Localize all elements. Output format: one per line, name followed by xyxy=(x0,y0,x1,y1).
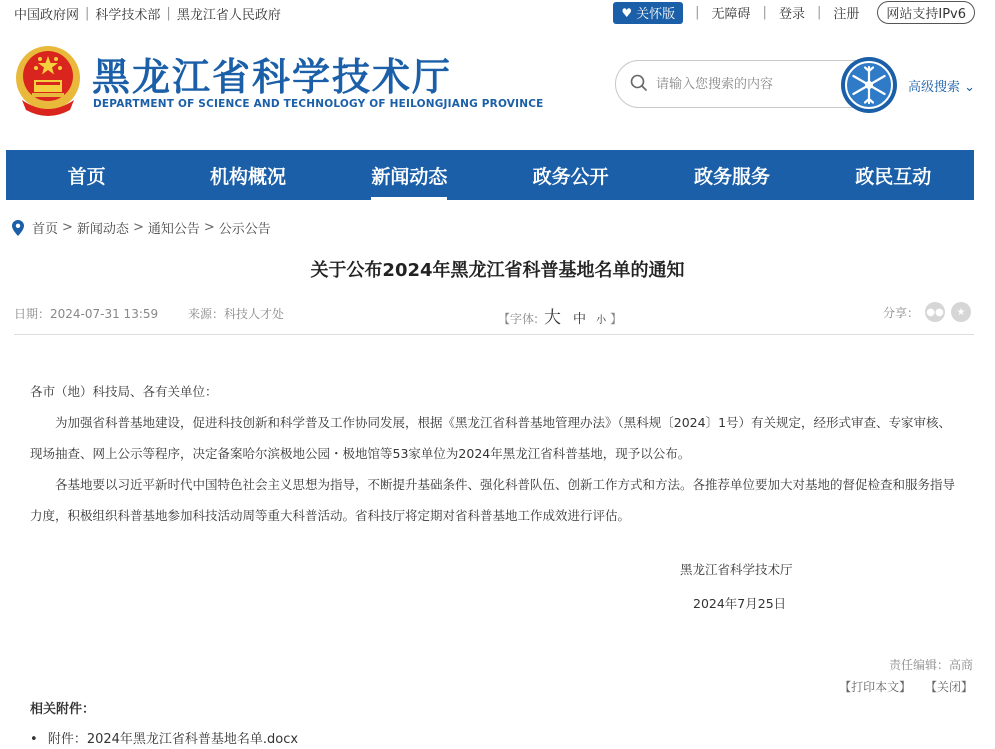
ipv6-badge: 网站支持IPv6 xyxy=(877,1,975,24)
share-label: 分享： xyxy=(883,305,920,320)
attachment-link[interactable]: 附件：2024年黑龙江省科普基地名单.docx xyxy=(47,732,299,747)
bullet-icon: • xyxy=(30,732,38,747)
article-actions xyxy=(829,678,973,695)
article-date: 日期：2024-07-31 13:59 xyxy=(14,307,159,321)
breadcrumb xyxy=(12,218,271,237)
article-sign-date: 2024年7月25日 xyxy=(693,596,787,611)
divider: | xyxy=(816,5,822,20)
article-paragraph: 为加强省科普基地建设，促进科技创新和科学普及工作协同发展，根据《黑龙江省科普基地管理办法》（黑科规〔2024〕1号）有关规定，经形式审查、专家审核、现场抽查、网上公示等程序，决定备案哈尔滨极地公园・极地馆等53家单位为2024年黑龙江省科普基地，现予以公布。 xyxy=(30,415,952,461)
wechat-icon[interactable]: ●● xyxy=(925,302,945,322)
advanced-search-link[interactable] xyxy=(908,76,975,95)
weibo-icon[interactable]: ★ xyxy=(951,302,971,322)
breadcrumb-separator: > xyxy=(203,220,215,235)
advanced-search-label: 高级搜索 xyxy=(908,80,961,95)
site-subtitle: DEPARTMENT OF SCIENCE AND TECHNOLOGY OF HEILONGJIANG PROVINCE xyxy=(93,98,544,110)
font-size-close-bracket: 】 xyxy=(610,312,623,326)
breadcrumb-separator: > xyxy=(132,220,144,235)
font-size-small-button[interactable]: 小 xyxy=(596,315,607,326)
close-button[interactable]: 【关闭】 xyxy=(924,680,973,694)
responsible-editor: 责任编辑：高商 xyxy=(888,658,973,672)
divider: | xyxy=(166,6,171,21)
nav-item-about[interactable]: 机构概况 xyxy=(209,165,286,188)
nav-item-news[interactable]: 新闻动态 xyxy=(329,150,490,200)
nav-item-home[interactable]: 首页 xyxy=(67,165,106,188)
accessibility-link[interactable]: 无障碍 xyxy=(711,7,751,22)
divider: | xyxy=(762,5,767,20)
article-body xyxy=(30,376,960,531)
link-gov-cn[interactable]: 中国政府网 xyxy=(14,8,80,23)
heart-icon: ♥ xyxy=(621,5,633,20)
site-header xyxy=(0,30,995,148)
top-bar xyxy=(0,0,995,26)
search-icon[interactable] xyxy=(630,74,648,92)
chevron-down-icon: ⌄ xyxy=(964,80,976,95)
location-pin-icon xyxy=(12,220,24,236)
font-size-label: 【字体: xyxy=(498,312,539,326)
share-bar xyxy=(883,302,971,322)
link-hlj-gov[interactable]: 黑龙江省人民政府 xyxy=(176,8,281,23)
article-signature: 黑龙江省科学技术厅 xyxy=(680,562,793,577)
site-title: 黑龙江省科学技术厅 xyxy=(92,54,453,99)
article-meta xyxy=(14,305,284,322)
national-emblem-icon xyxy=(14,44,82,116)
divider: | xyxy=(695,5,700,20)
divider: | xyxy=(85,6,90,21)
breadcrumb-home[interactable]: 首页 xyxy=(32,222,59,237)
nav-item-interaction[interactable]: 政民互动 xyxy=(855,165,932,188)
divider xyxy=(14,334,974,335)
attachments-label: 相关附件： xyxy=(30,702,96,717)
main-nav xyxy=(6,150,974,200)
font-size-medium-button[interactable]: 中 xyxy=(573,312,587,327)
top-right-actions xyxy=(613,1,975,24)
nav-item-services[interactable]: 政务服务 xyxy=(693,165,770,188)
care-mode-button[interactable] xyxy=(613,2,683,24)
article-source: 来源：科技人才处 xyxy=(187,307,284,321)
nav-item-gov-affairs[interactable]: 政务公开 xyxy=(532,165,609,188)
breadcrumb-news[interactable]: 新闻动态 xyxy=(76,222,129,237)
login-link[interactable]: 登录 xyxy=(778,7,805,22)
font-size-large-button[interactable]: 大 xyxy=(544,308,562,328)
breadcrumb-announcements[interactable]: 公示公告 xyxy=(218,222,271,237)
article-title: 关于公布2024年黑龙江省科普基地名单的通知 xyxy=(310,260,685,281)
search-input[interactable] xyxy=(656,73,836,95)
care-mode-label: 关怀版 xyxy=(636,7,676,22)
top-links xyxy=(14,4,281,23)
attachment-item[interactable] xyxy=(30,728,298,747)
breadcrumb-notices[interactable]: 通知公告 xyxy=(147,222,200,237)
breadcrumb-separator: > xyxy=(62,220,73,235)
article-paragraph: 各基地要以习近平新时代中国特色社会主义思想为指导，不断提升基础条件、强化科普队伍、创新工作方式和方法。各推荐单位要加大对基地的督促检查和服务指导力度，积极组织科普基地参加科技活动周等重大科普活动。省科技厅将定期对省科普基地工作成效进行评估。 xyxy=(30,477,956,523)
font-size-switcher xyxy=(498,303,622,328)
snowflake-search-button-icon[interactable] xyxy=(840,56,898,114)
print-button[interactable]: 【打印本文】 xyxy=(839,680,912,694)
register-link[interactable]: 注册 xyxy=(833,7,860,22)
link-most[interactable]: 科学技术部 xyxy=(95,8,161,23)
article-salutation: 各市（地）科技局、各有关单位： xyxy=(30,384,218,399)
